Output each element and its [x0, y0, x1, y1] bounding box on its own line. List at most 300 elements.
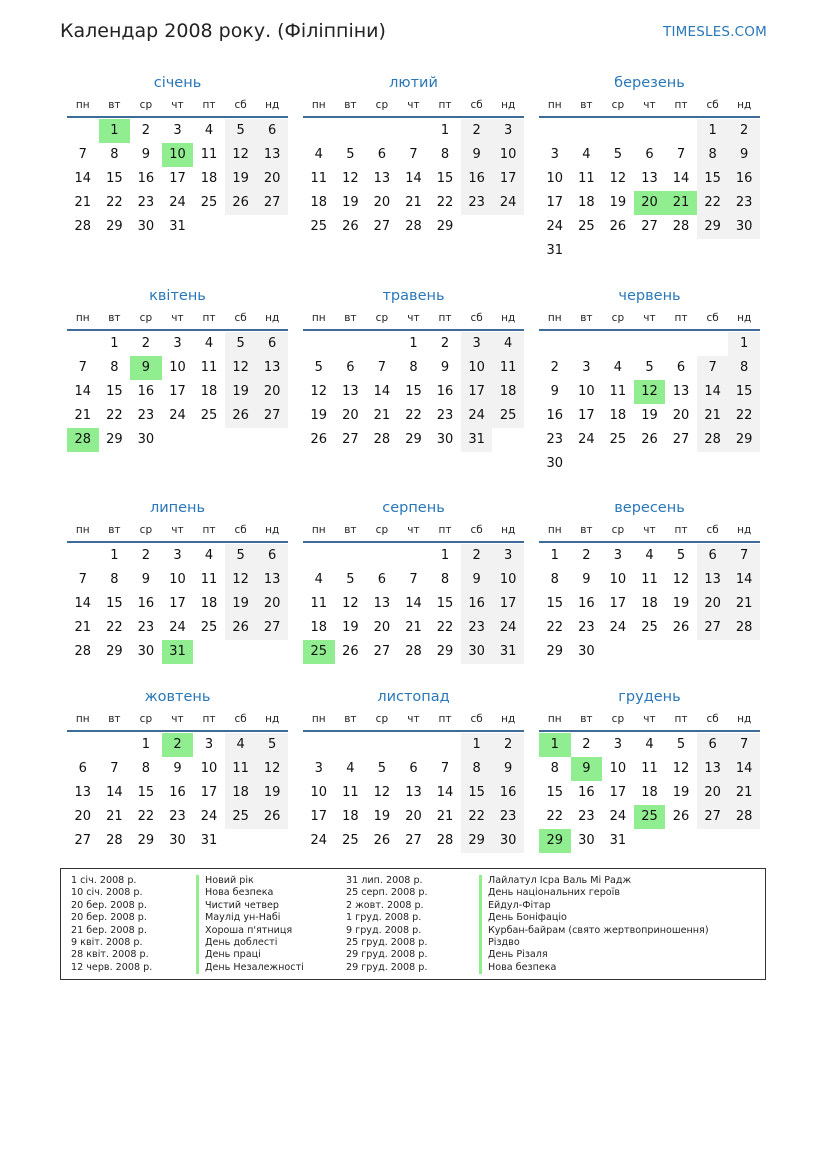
day-cell: 23	[137, 408, 155, 423]
day-cell: 22	[697, 191, 729, 215]
holiday-day-cell: 21	[665, 191, 697, 215]
day-cell: 4	[582, 147, 591, 162]
weekday-label: нд	[737, 99, 752, 111]
day-cell: 8	[110, 572, 119, 587]
day-cell: 7	[78, 360, 87, 375]
empty-cell	[335, 733, 367, 757]
day-cell: 20	[672, 408, 690, 423]
day-cell: 8	[409, 360, 418, 375]
weekday-label: ср	[139, 713, 153, 725]
day-cell: 26	[672, 620, 690, 635]
weekday-label: ср	[611, 99, 625, 111]
day-cell: 30	[137, 644, 155, 659]
day-cell: 11	[225, 757, 257, 781]
holiday-day-cell: 25	[303, 640, 335, 664]
day-cell: 3	[314, 761, 323, 776]
day-cell: 28	[373, 432, 391, 447]
day-cell: 31	[200, 833, 218, 848]
day-cell: 29	[106, 219, 123, 234]
day-cell: 26	[342, 219, 359, 234]
weekday-label: сб	[470, 312, 483, 324]
holiday-day-cell: 25	[634, 805, 666, 829]
day-cell: 11	[578, 171, 595, 186]
legend-holiday-name: Хороша п'ятниця	[196, 925, 304, 937]
day-cell: 5	[377, 761, 387, 776]
day-cell: 30	[728, 215, 760, 239]
day-cell: 26	[310, 432, 328, 447]
legend-date: 29 груд. 2008 р.	[346, 961, 428, 973]
day-cell: 6	[676, 360, 686, 375]
legend-dates-right	[346, 875, 428, 974]
weekday-label: нд	[501, 312, 516, 324]
weekday-header	[67, 519, 288, 543]
day-cell: 27	[373, 219, 391, 234]
empty-cell	[366, 119, 398, 143]
day-cell: 26	[373, 833, 391, 848]
legend-holiday-name: Ейдул-Фітар	[479, 900, 709, 912]
month-block	[539, 497, 760, 664]
empty-cell	[67, 733, 99, 757]
day-cell: 24	[492, 191, 524, 215]
day-cell: 12	[342, 171, 359, 186]
day-cell: 17	[169, 171, 186, 186]
day-cell: 10	[169, 572, 186, 587]
month-block	[539, 72, 760, 263]
weekday-label: пн	[311, 312, 326, 324]
weekday-label: нд	[501, 99, 516, 111]
day-cell: 13	[256, 143, 288, 167]
day-cell: 25	[200, 408, 218, 423]
day-cell: 14	[436, 785, 454, 800]
legend-date: 20 бер. 2008 р.	[71, 912, 147, 924]
day-cell: 2	[440, 336, 450, 351]
weekday-header	[303, 708, 524, 732]
day-cell: 3	[582, 360, 591, 375]
day-cell: 6	[409, 761, 418, 776]
empty-cell	[571, 119, 603, 143]
day-cell: 21	[74, 408, 92, 423]
day-cell: 13	[672, 384, 690, 399]
day-cell: 25	[225, 805, 257, 829]
day-cell: 27	[373, 644, 391, 659]
day-cell: 13	[256, 568, 288, 592]
month-name: листопад	[377, 689, 450, 705]
day-grid	[67, 119, 288, 239]
day-cell: 18	[200, 171, 218, 186]
empty-cell	[303, 332, 335, 356]
day-cell: 16	[492, 781, 524, 805]
weekday-label: пт	[438, 312, 452, 324]
day-cell: 23	[461, 616, 493, 640]
weekday-label: нд	[737, 312, 752, 324]
day-cell: 4	[314, 572, 323, 587]
empty-cell	[303, 119, 335, 143]
day-cell: 31	[546, 243, 564, 258]
day-cell: 26	[225, 191, 257, 215]
day-cell: 10	[461, 356, 493, 380]
day-cell: 6	[645, 147, 654, 162]
day-cell: 14	[728, 757, 760, 781]
day-cell: 16	[137, 171, 155, 186]
day-cell: 17	[169, 596, 186, 611]
legend-holiday-name: Курбан-байрам (свято жертвоприношення)	[479, 925, 709, 937]
day-cell: 21	[697, 404, 729, 428]
day-cell: 24	[169, 408, 186, 423]
day-cell: 22	[405, 408, 422, 423]
day-cell: 5	[314, 360, 323, 375]
day-cell: 16	[728, 167, 760, 191]
day-cell: 21	[728, 781, 760, 805]
day-cell: 18	[492, 380, 524, 404]
day-cell: 2	[461, 544, 493, 568]
day-cell: 29	[461, 829, 493, 853]
empty-cell	[539, 332, 571, 356]
day-cell: 15	[106, 171, 123, 186]
legend-date: 25 груд. 2008 р.	[346, 936, 428, 948]
empty-cell	[398, 119, 430, 143]
day-cell: 13	[641, 171, 658, 186]
day-cell: 24	[492, 616, 524, 640]
legend-holiday-name: Різдво	[479, 937, 709, 949]
day-cell: 9	[141, 572, 151, 587]
day-cell: 8	[440, 147, 450, 162]
weekday-label: нд	[501, 713, 516, 725]
empty-cell	[398, 544, 430, 568]
day-cell: 4	[346, 761, 355, 776]
site-link[interactable]: TIMESLES.COM	[663, 24, 767, 40]
weekday-label: сб	[234, 524, 247, 536]
day-cell: 14	[106, 785, 123, 800]
day-cell: 4	[645, 548, 654, 563]
weekday-header	[303, 94, 524, 118]
weekday-label: ср	[139, 312, 153, 324]
day-cell: 29	[137, 833, 155, 848]
day-cell: 30	[436, 432, 454, 447]
day-cell: 24	[609, 620, 627, 635]
day-cell: 10	[609, 761, 627, 776]
day-cell: 20	[697, 781, 729, 805]
day-cell: 23	[436, 408, 454, 423]
weekday-label: пн	[75, 713, 90, 725]
day-cell: 30	[137, 219, 155, 234]
day-cell: 25	[342, 833, 359, 848]
day-grid	[303, 332, 524, 452]
day-cell: 11	[310, 171, 328, 186]
weekday-label: пт	[202, 312, 216, 324]
day-cell: 4	[204, 336, 214, 351]
holiday-legend	[60, 868, 766, 980]
legend-holiday-name: Нова безпека	[196, 887, 304, 899]
day-cell: 27	[405, 833, 422, 848]
holiday-day-cell: 1	[99, 119, 131, 143]
weekday-label: ср	[611, 524, 625, 536]
day-cell: 19	[672, 785, 690, 800]
day-cell: 17	[578, 408, 595, 423]
weekday-header	[67, 307, 288, 331]
page-title: Календар 2008 року. (Філіппіни)	[60, 20, 386, 42]
day-cell: 12	[225, 356, 257, 380]
day-cell: 19	[641, 408, 658, 423]
day-cell: 18	[641, 596, 658, 611]
weekday-label: ср	[139, 524, 153, 536]
holiday-day-cell: 1	[539, 733, 571, 757]
weekday-label: нд	[737, 524, 752, 536]
weekday-label: сб	[706, 312, 719, 324]
weekday-label: ср	[375, 99, 389, 111]
day-cell: 31	[169, 219, 186, 234]
day-cell: 23	[546, 432, 564, 447]
weekday-label: вт	[344, 99, 357, 111]
day-cell: 8	[550, 761, 559, 776]
day-cell: 10	[578, 384, 595, 399]
day-grid	[539, 733, 760, 853]
day-cell: 9	[492, 757, 524, 781]
day-cell: 10	[546, 171, 564, 186]
day-cell: 30	[169, 833, 186, 848]
day-grid	[303, 733, 524, 853]
weekday-label: чт	[643, 713, 656, 725]
day-cell: 10	[169, 360, 186, 375]
day-grid	[539, 119, 760, 263]
weekday-label: вт	[580, 99, 593, 111]
day-cell: 19	[342, 620, 359, 635]
day-cell: 27	[672, 432, 690, 447]
day-cell: 28	[405, 644, 422, 659]
day-cell: 22	[106, 620, 123, 635]
day-cell: 7	[409, 147, 418, 162]
day-cell: 10	[492, 568, 524, 592]
legend-date: 9 квіт. 2008 р.	[71, 936, 143, 948]
day-cell: 1	[728, 332, 760, 356]
legend-date: 9 груд. 2008 р.	[346, 924, 422, 936]
weekday-label: вт	[108, 99, 121, 111]
day-cell: 22	[137, 809, 155, 824]
day-cell: 24	[200, 809, 218, 824]
day-cell: 3	[461, 332, 493, 356]
day-cell: 19	[609, 195, 627, 210]
weekday-label: чт	[643, 312, 656, 324]
day-cell: 10	[492, 143, 524, 167]
day-cell: 2	[550, 360, 559, 375]
holiday-day-cell: 29	[539, 829, 571, 853]
weekday-label: ср	[139, 99, 153, 111]
day-cell: 16	[169, 785, 186, 800]
day-cell: 18	[578, 195, 595, 210]
day-cell: 20	[256, 380, 288, 404]
weekday-header	[539, 708, 760, 732]
day-cell: 8	[110, 360, 119, 375]
month-name: травень	[382, 288, 445, 304]
day-cell: 16	[137, 596, 155, 611]
day-cell: 22	[546, 809, 564, 824]
day-cell: 28	[436, 833, 454, 848]
day-cell: 19	[225, 592, 257, 616]
day-cell: 17	[461, 380, 493, 404]
weekday-label: пн	[75, 312, 90, 324]
day-cell: 28	[728, 616, 760, 640]
day-cell: 11	[609, 384, 627, 399]
day-cell: 30	[546, 456, 564, 471]
day-grid	[67, 332, 288, 452]
day-cell: 11	[641, 761, 658, 776]
day-cell: 12	[225, 143, 257, 167]
day-cell: 17	[169, 384, 186, 399]
month-block	[539, 285, 760, 476]
day-cell: 22	[436, 620, 454, 635]
legend-holiday-name: День Різаля	[479, 949, 709, 961]
day-cell: 2	[461, 119, 493, 143]
month-name: червень	[618, 288, 681, 304]
weekday-label: сб	[234, 713, 247, 725]
day-cell: 9	[728, 143, 760, 167]
month-block	[67, 686, 288, 853]
day-cell: 4	[314, 147, 323, 162]
empty-cell	[303, 733, 335, 757]
weekday-label: вт	[580, 524, 593, 536]
day-cell: 7	[377, 360, 387, 375]
weekday-label: ср	[611, 713, 625, 725]
weekday-label: нд	[265, 312, 280, 324]
day-cell: 14	[672, 171, 690, 186]
day-cell: 30	[578, 644, 595, 659]
legend-holiday-name: Новий рік	[196, 875, 304, 887]
day-cell: 12	[342, 596, 359, 611]
day-cell: 11	[200, 572, 218, 587]
day-cell: 27	[697, 616, 729, 640]
day-cell: 8	[550, 572, 559, 587]
weekday-label: пн	[311, 99, 326, 111]
day-cell: 29	[436, 644, 454, 659]
day-cell: 18	[200, 384, 218, 399]
day-cell: 25	[578, 219, 595, 234]
day-cell: 18	[342, 809, 359, 824]
weekday-label: пн	[311, 713, 326, 725]
weekday-label: сб	[706, 524, 719, 536]
weekday-label: вт	[580, 312, 593, 324]
day-cell: 2	[141, 548, 151, 563]
day-cell: 29	[106, 644, 123, 659]
day-cell: 27	[256, 616, 288, 640]
day-cell: 15	[461, 781, 493, 805]
day-cell: 16	[461, 167, 493, 191]
weekday-label: чт	[171, 524, 184, 536]
day-cell: 15	[436, 171, 454, 186]
weekday-label: ср	[375, 312, 389, 324]
day-cell: 12	[672, 572, 690, 587]
day-cell: 6	[346, 360, 355, 375]
day-cell: 17	[492, 167, 524, 191]
day-cell: 19	[225, 167, 257, 191]
day-cell: 2	[582, 737, 591, 752]
day-cell: 27	[256, 191, 288, 215]
month-name: вересень	[614, 500, 685, 516]
day-cell: 17	[200, 785, 218, 800]
day-cell: 7	[676, 147, 686, 162]
empty-cell	[602, 332, 634, 356]
day-cell: 5	[256, 733, 288, 757]
day-cell: 5	[225, 332, 257, 356]
legend-holiday-name: Маулід ун-Набі	[196, 912, 304, 924]
day-cell: 12	[373, 785, 391, 800]
weekday-label: нд	[737, 713, 752, 725]
day-cell: 11	[200, 360, 218, 375]
day-cell: 18	[310, 620, 328, 635]
month-block	[67, 285, 288, 452]
day-cell: 1	[440, 548, 450, 563]
day-cell: 1	[110, 336, 119, 351]
empty-cell	[67, 332, 99, 356]
weekday-label: вт	[344, 713, 357, 725]
day-cell: 19	[225, 380, 257, 404]
day-cell: 21	[405, 620, 422, 635]
weekday-label: сб	[470, 99, 483, 111]
empty-cell	[67, 544, 99, 568]
day-cell: 1	[440, 123, 450, 138]
day-cell: 27	[697, 805, 729, 829]
day-cell: 13	[405, 785, 422, 800]
weekday-header	[303, 307, 524, 331]
day-cell: 20	[697, 592, 729, 616]
day-cell: 7	[728, 544, 760, 568]
day-cell: 23	[728, 191, 760, 215]
weekday-label: ср	[375, 524, 389, 536]
day-cell: 6	[78, 761, 87, 776]
day-cell: 31	[609, 833, 627, 848]
day-cell: 28	[672, 219, 690, 234]
legend-holiday-name: День доблесті	[196, 937, 304, 949]
day-cell: 22	[461, 805, 493, 829]
day-cell: 29	[697, 215, 729, 239]
day-cell: 14	[74, 384, 92, 399]
day-cell: 11	[310, 596, 328, 611]
empty-cell	[366, 332, 398, 356]
empty-cell	[634, 332, 666, 356]
day-cell: 8	[110, 147, 119, 162]
weekday-label: чт	[407, 524, 420, 536]
weekday-label: пт	[438, 524, 452, 536]
day-cell: 22	[106, 195, 123, 210]
day-cell: 10	[609, 572, 627, 587]
holiday-day-cell: 2	[162, 733, 194, 757]
day-cell: 26	[225, 404, 257, 428]
day-cell: 1	[110, 548, 119, 563]
month-block	[67, 72, 288, 239]
empty-cell	[335, 332, 367, 356]
day-cell: 14	[728, 568, 760, 592]
day-cell: 1	[461, 733, 493, 757]
day-cell: 14	[74, 596, 92, 611]
day-cell: 16	[578, 785, 595, 800]
day-cell: 7	[78, 147, 87, 162]
day-cell: 5	[225, 119, 257, 143]
day-cell: 28	[728, 805, 760, 829]
weekday-label: нд	[501, 524, 516, 536]
weekday-label: пн	[75, 524, 90, 536]
day-cell: 16	[546, 408, 564, 423]
holiday-day-cell: 9	[130, 356, 162, 380]
day-cell: 2	[728, 119, 760, 143]
day-cell: 4	[204, 548, 214, 563]
weekday-label: пт	[202, 524, 216, 536]
day-cell: 16	[578, 596, 595, 611]
month-block	[539, 686, 760, 853]
day-cell: 7	[110, 761, 119, 776]
day-cell: 27	[641, 219, 658, 234]
legend-dates-left	[71, 875, 152, 974]
month-name: грудень	[618, 689, 681, 705]
day-cell: 9	[461, 568, 493, 592]
day-cell: 17	[609, 596, 627, 611]
